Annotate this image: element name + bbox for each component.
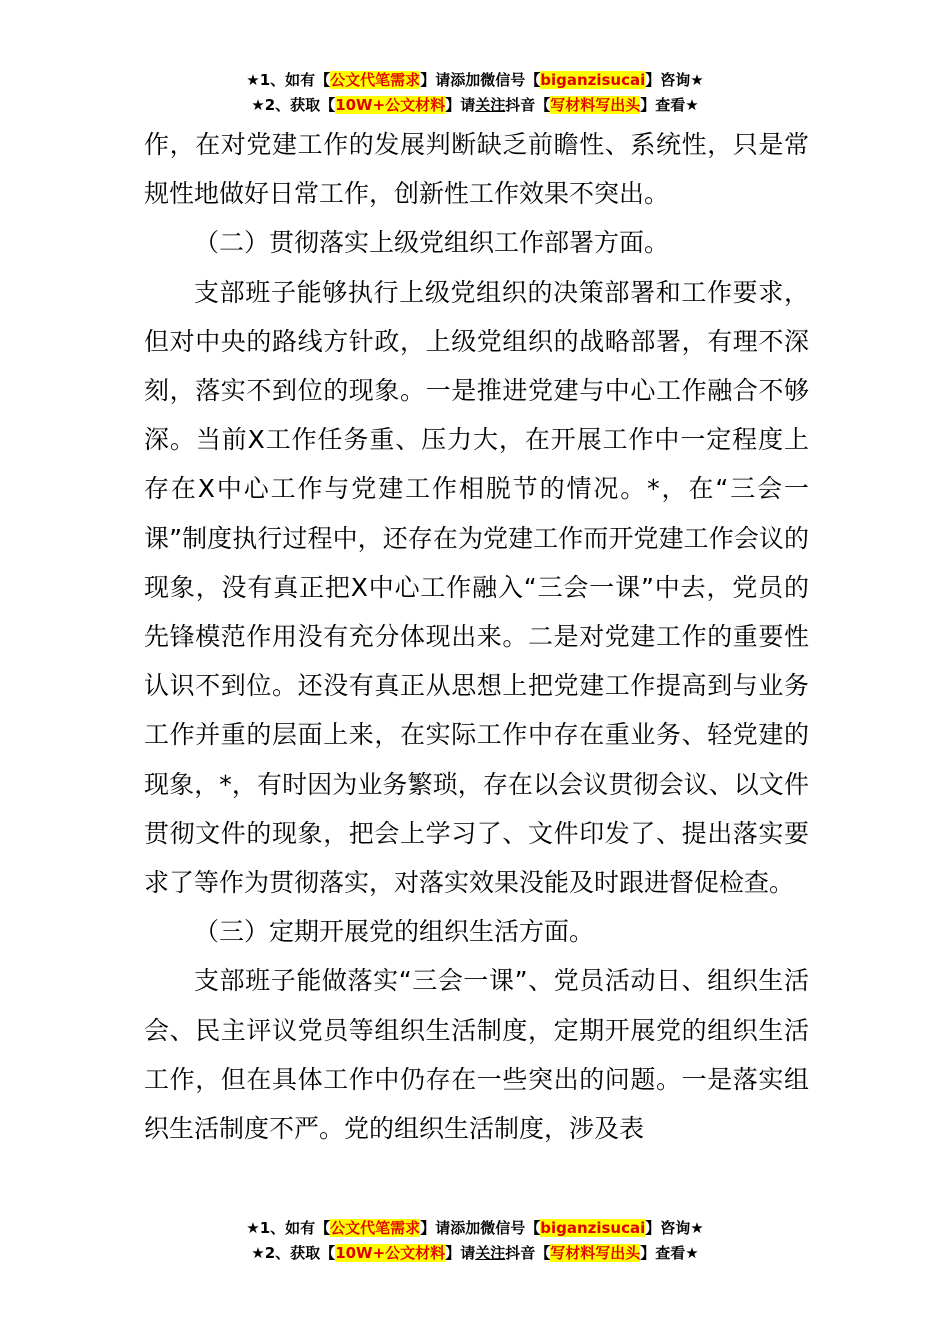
- banner-text: 】查看★: [640, 96, 699, 114]
- banner-highlight: 公文代笔需求: [330, 1219, 421, 1237]
- section-heading-2: （二）贯彻落实上级党组织工作部署方面。: [194, 228, 670, 258]
- banner-underlined-text: 关注: [475, 96, 506, 114]
- banner-highlight: 10W+公文材料: [335, 96, 446, 114]
- banner-text: 】请: [445, 1244, 476, 1262]
- footer-banner: [0, 1216, 950, 1266]
- banner-text: 】查看★: [640, 1244, 699, 1262]
- banner-line-2: [0, 93, 950, 118]
- banner-highlight: 写材料写出头: [550, 1244, 641, 1262]
- banner-text: ★2、获取【: [251, 96, 336, 114]
- banner-text: 抖音【: [505, 96, 551, 114]
- header-banner: [0, 68, 950, 118]
- banner-line-2: [0, 1241, 950, 1266]
- document-body: [144, 120, 809, 1153]
- banner-text: ★1、如有【: [246, 71, 331, 89]
- banner-text: 】请添加微信号【: [420, 1219, 541, 1237]
- banner-text: ★2、获取【: [251, 1244, 336, 1262]
- banner-highlight: 公文代笔需求: [330, 71, 421, 89]
- banner-text: 】请: [445, 96, 476, 114]
- paragraph-3: 支部班子能做落实“三会一课”、党员活动日、组织生活会、民主评议党员等组织生活制度，定期开展党的组织生活工作，但在具体工作中仍存在一些突出的问题。一是落实组织生活制度不严。党的组织生活制度，涉及表: [144, 966, 809, 1144]
- banner-text: 】请添加微信号【: [420, 71, 541, 89]
- banner-text: 】咨询★: [645, 1219, 704, 1237]
- banner-highlight: biganzisucai: [540, 1219, 646, 1237]
- paragraph-continuation: 作，在对党建工作的发展判断缺乏前瞻性、系统性，只是常规性地做好日常工作，创新性工作效果不突出。: [144, 130, 809, 209]
- banner-text: 抖音【: [505, 1244, 551, 1262]
- banner-text: 】咨询★: [645, 71, 704, 89]
- banner-text: ★1、如有【: [246, 1219, 331, 1237]
- banner-highlight: 写材料写出头: [550, 96, 641, 114]
- banner-line-1: [0, 1216, 950, 1241]
- banner-highlight: biganzisucai: [540, 71, 646, 89]
- banner-underlined-text: 关注: [475, 1244, 506, 1262]
- paragraph-2: 支部班子能够执行上级党组织的决策部署和工作要求，但对中央的路线方针政，上级党组织的战略部署，有理不深刻，落实不到位的现象。一是推进党建与中心工作融合不够深。当前X工作任务重、压力大，在开展工作中一定程度上存在X中心工作与党建工作相脱节的情况。*，在“三会一课”制度执行过程中，还存在为党建工作而开党建工作会议的现象，没有真正把X中心工作融入“三会一课”中去，党员的先锋模范作用没有充分体现出来。二是对党建工作的重要性认识不到位。还没有真正从思想上把党建工作提高到与业务工作并重的层面上来，在实际工作中存在重业务、轻党建的现象，*，有时因为业务繁琐，存在以会议贯彻会议、以文件贯彻文件的现象，把会上学习了、文件印发了、提出落实要求了等作为贯彻落实，对落实效果没能及时跟进督促检查。: [144, 277, 809, 898]
- banner-line-1: [0, 68, 950, 93]
- section-heading-3: （三）定期开展党的组织生活方面。: [194, 917, 595, 947]
- banner-highlight: 10W+公文材料: [335, 1244, 446, 1262]
